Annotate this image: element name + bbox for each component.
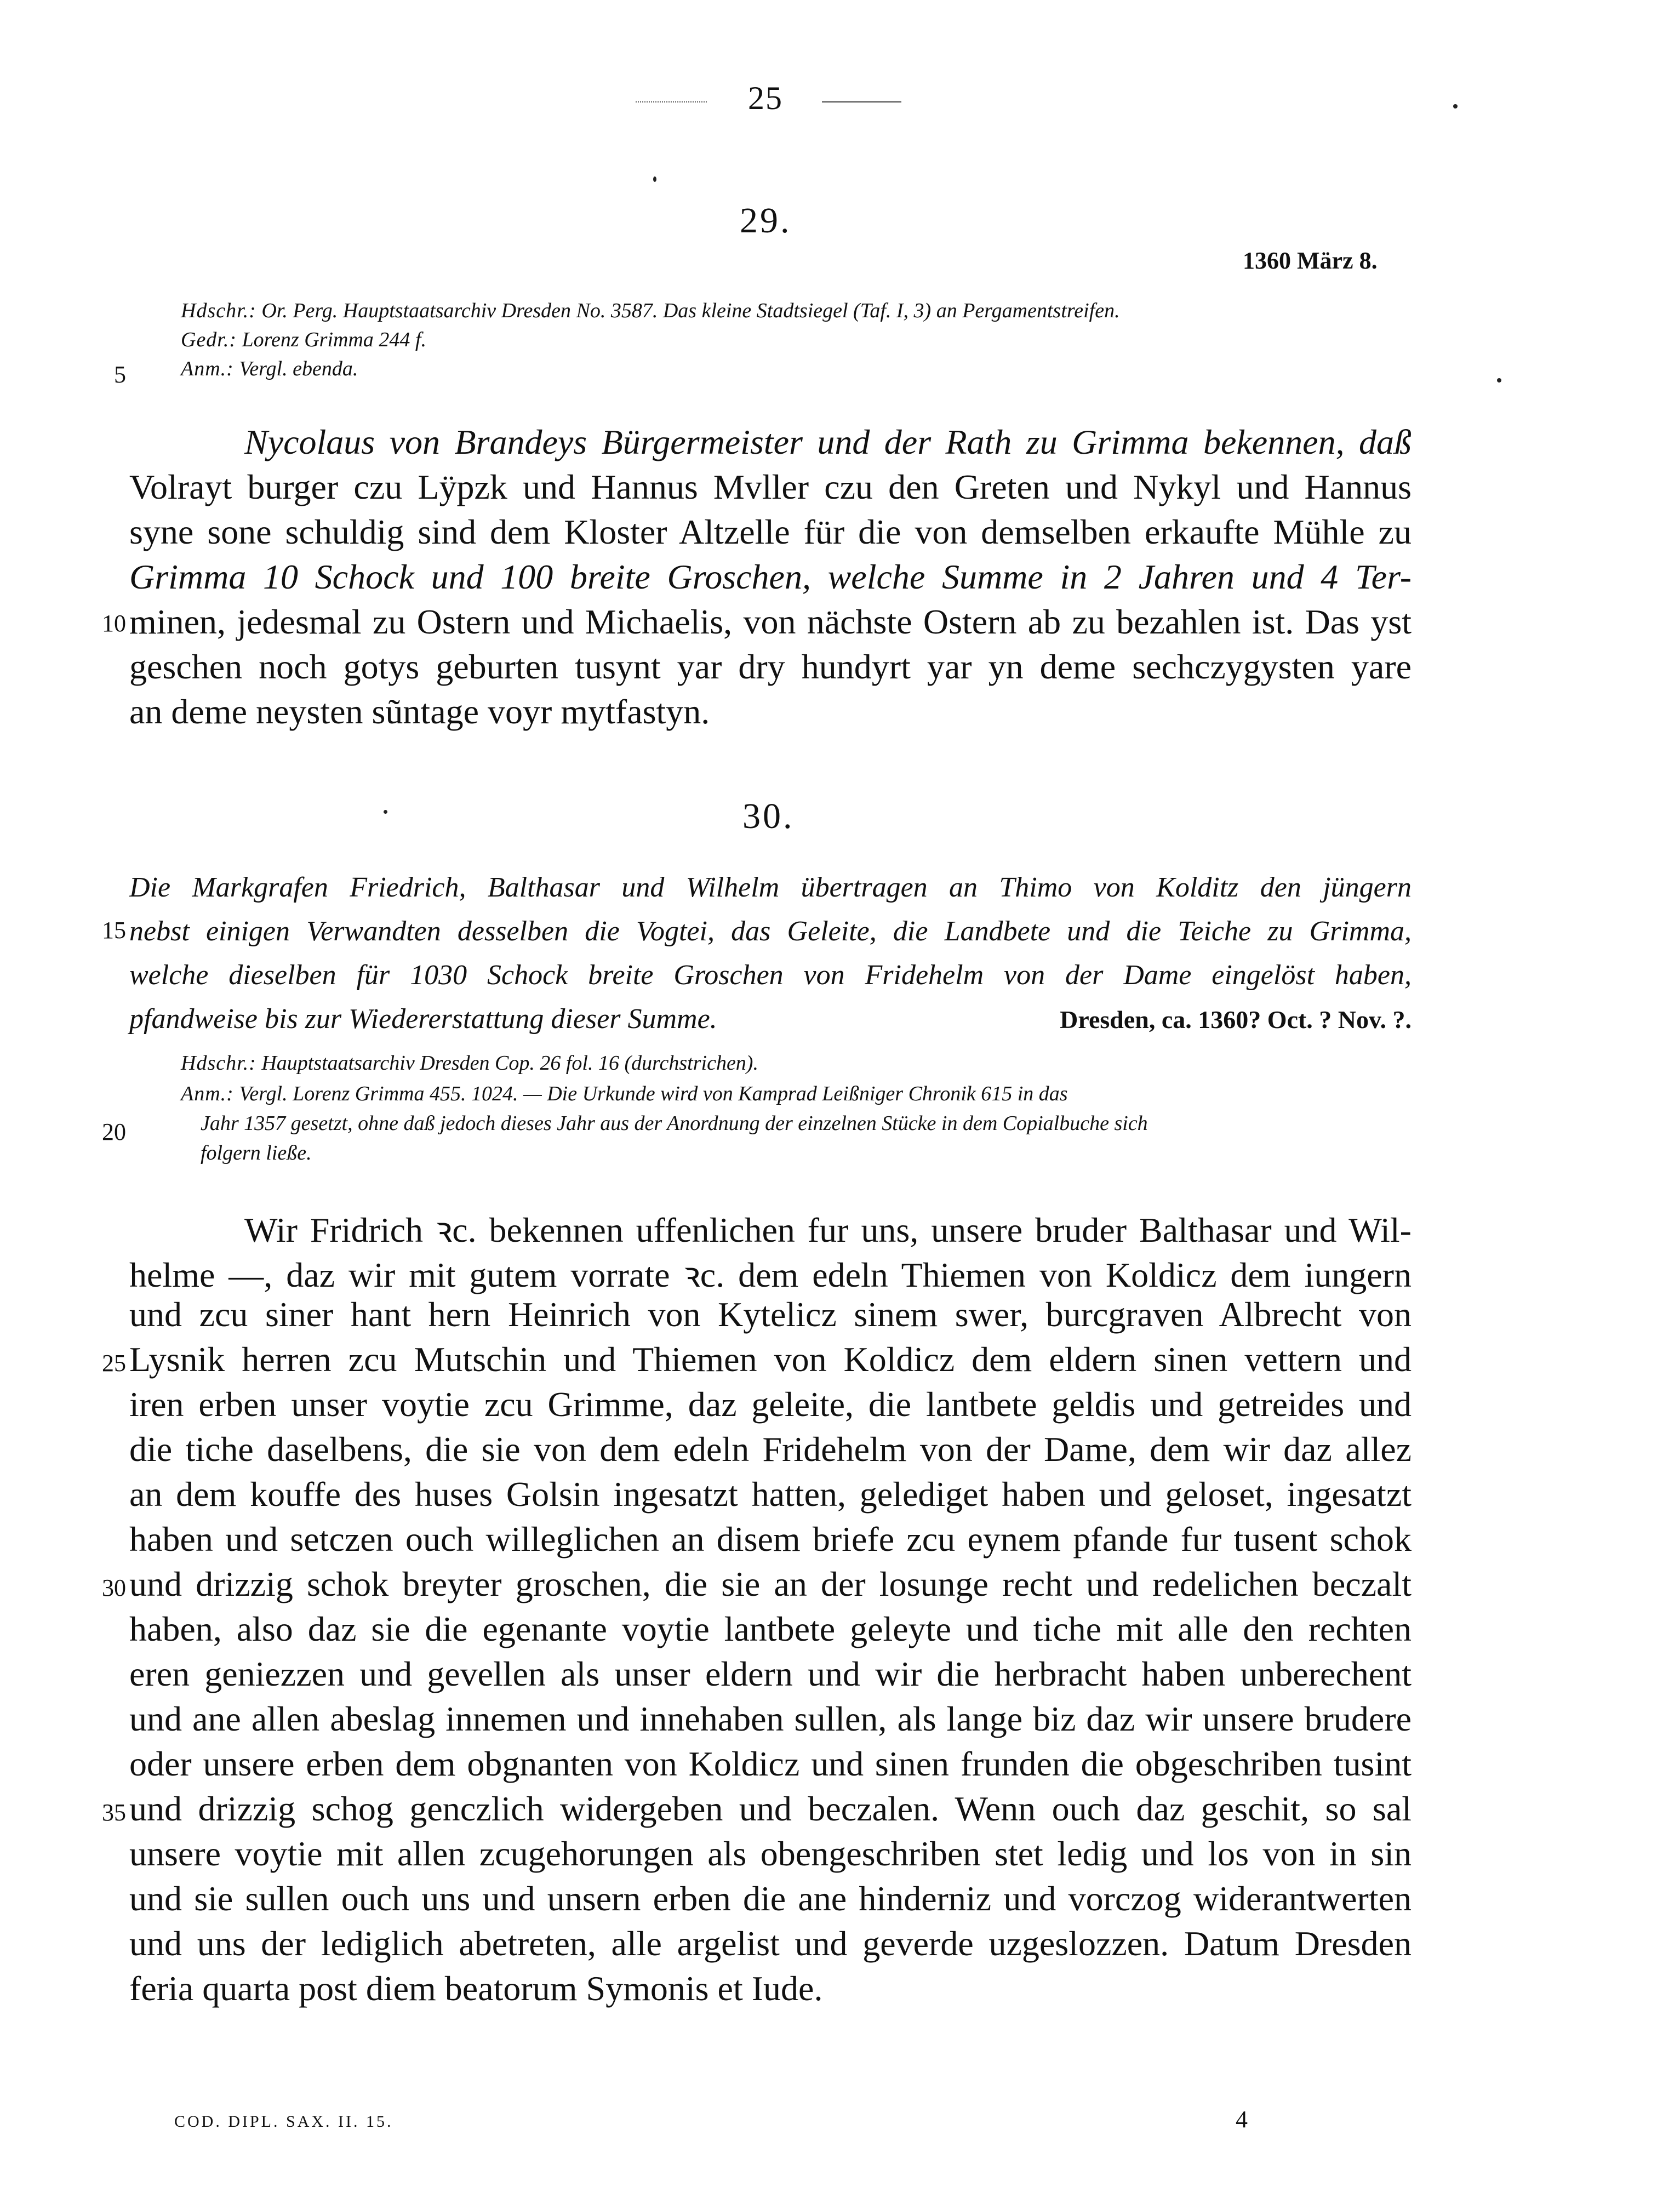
page-number: 25 — [748, 80, 783, 116]
text-line: Volrayt burger czu Lÿpzk und Hannus Mvller czu den Greten und Nykyl und Hannus — [129, 467, 1412, 506]
text-line: und ane allen abeslag innemen und innehaben sullen, als lange biz daz wir unsere brudere — [129, 1699, 1412, 1738]
speck — [384, 810, 387, 814]
regest-line: welche dieselben für 1030 Schock breite Groschen von Fridehelm von der Dame eingelöst haben, — [129, 960, 1412, 991]
line-number: 15 — [102, 917, 126, 944]
document-date-30: Dresden, ca. 1360? Oct. ? Nov. ?. — [1060, 1006, 1412, 1034]
line-number: 25 — [102, 1350, 126, 1377]
line-number: 35 — [102, 1799, 126, 1826]
meta-line: Hdschr.: Hauptstaatsarchiv Dresden Cop. 26 fol. 16 (durchstrichen). — [181, 1052, 758, 1075]
meta-line: Hdschr.: Or. Perg. Hauptstaatsarchiv Dresden No. 3587. Das kleine Stadtsiegel (Taf. I, 3) an Pergamentstreifen. — [181, 299, 1120, 322]
text-line: die tiche daselbens, die sie von dem edeln Fridehelm von der Dame, dem wir daz allez — [129, 1430, 1412, 1469]
meta-line: folgern ließe. — [201, 1141, 312, 1164]
meta-line: Jahr 1357 gesetzt, ohne daß jedoch dieses Jahr aus der Anordnung der einzelnen Stücke in dem Copialbuche sich — [201, 1112, 1148, 1135]
speck — [653, 176, 656, 182]
text-line: syne sone schuldig sind dem Kloster Altzelle für die von demselben erkaufte Mühle zu — [129, 512, 1412, 551]
text-line: und zcu siner hant hern Heinrich von Kytelicz sinem swer, burcgraven Albrecht von — [129, 1295, 1412, 1334]
text-line: und uns der lediglich abetreten, alle argelist und geverde uzgeslozzen. Datum Dresden — [129, 1924, 1412, 1963]
line-number: 5 — [114, 361, 126, 388]
document-date-29: 1360 März 8. — [1243, 247, 1378, 274]
text-line: Wir Fridrich ꝛc. bekennen uffenlichen fur uns, unsere bruder Balthasar und Wil- — [244, 1211, 1412, 1249]
text-line: haben und setczen ouch willeglichen an disem briefe zcu eynem pfande fur tusent schok — [129, 1520, 1412, 1558]
regest-line: Die Markgrafen Friedrich, Balthasar und Wilhelm übertragen an Thimo von Kolditz den jüngern — [129, 872, 1412, 903]
text-line: geschen noch gotys geburten tusynt yar dry hundyrt yar yn deme sechczygysten yare — [129, 647, 1412, 686]
text-line: Nycolaus von Brandeys Bürgermeister und der Rath zu Grimma bekennen, daß — [244, 423, 1412, 461]
line-number: 20 — [102, 1118, 126, 1145]
text-line: Grimma 10 Schock und 100 breite Groschen, welche Summe in 2 Jahren und 4 Ter- — [129, 557, 1412, 596]
regest-line: nebst einigen Verwandten desselben die Vogtei, das Geleite, die Landbete und die Teiche zu Grimma, — [129, 916, 1412, 947]
text-line: iren erben unser voytie zcu Grimme, daz geleite, die lantbete geldis und getreides und — [129, 1385, 1412, 1424]
text-line: an deme neysten sũntage voyr mytfastyn. — [129, 692, 710, 731]
header-rule-right — [822, 101, 901, 102]
text-line: an dem kouffe des huses Golsin ingesatzt hatten, gelediget haben und geloset, ingesatzt — [129, 1475, 1412, 1514]
text-line: Lysnik herren zcu Mutschin und Thiemen von Koldicz dem eldern sinen vettern und — [129, 1340, 1412, 1379]
text-line: und drizzig schog genczlich widergeben und beczalen. Wenn ouch daz geschit, so sal — [129, 1789, 1412, 1828]
text-line: feria quarta post diem beatorum Symonis et Iude. — [129, 1969, 823, 2008]
text-line: minen, jedesmal zu Ostern und Michaelis, von nächste Ostern ab zu bezahlen ist. Das yst — [129, 602, 1412, 641]
regest-line: pfandweise bis zur Wiedererstattung dieser Summe. — [129, 1003, 717, 1035]
speck — [1453, 104, 1458, 109]
footer-signature: 4 — [1236, 2106, 1248, 2133]
text-line: unsere voytie mit allen zcugehorungen als obengeschriben stet ledig und los von in sin — [129, 1834, 1412, 1873]
meta-line: Anm.: Vergl. Lorenz Grimma 455. 1024. — Die Urkunde wird von Kamprad Leißniger Chronik 615 in das — [181, 1082, 1068, 1105]
footer-source: COD. DIPL. SAX. II. 15. — [174, 2113, 393, 2131]
text-line: eren geniezzen und gevellen als unser eldern und wir die herbracht haben unberechent — [129, 1654, 1412, 1693]
text-line: helme —, daz wir mit gutem vorrate ꝛc. dem edeln Thiemen von Koldicz dem iungern — [129, 1255, 1412, 1294]
text-line: haben, also daz sie die egenante voytie lantbete geleyte und tiche mit alle den rechten — [129, 1609, 1412, 1648]
text-line: und sie sullen ouch uns und unsern erben die ane hinderniz und vorczog widerantwerten — [129, 1879, 1412, 1918]
text-line: oder unsere erben dem obgnanten von Koldicz und sinen frunden die obgeschriben tusint — [129, 1744, 1412, 1783]
line-number: 30 — [102, 1574, 126, 1601]
speck — [1497, 378, 1501, 382]
header-rule-left — [636, 101, 707, 102]
meta-line: Gedr.: Lorenz Grimma 244 f. — [181, 328, 426, 351]
line-number: 10 — [102, 610, 126, 637]
meta-line: Anm.: Vergl. ebenda. — [181, 357, 358, 380]
text-line: und drizzig schok breyter groschen, die sie an der losunge recht und redelichen beczalt — [129, 1565, 1412, 1603]
document-number-29: 29. — [740, 201, 792, 241]
document-number-30: 30. — [742, 796, 795, 836]
